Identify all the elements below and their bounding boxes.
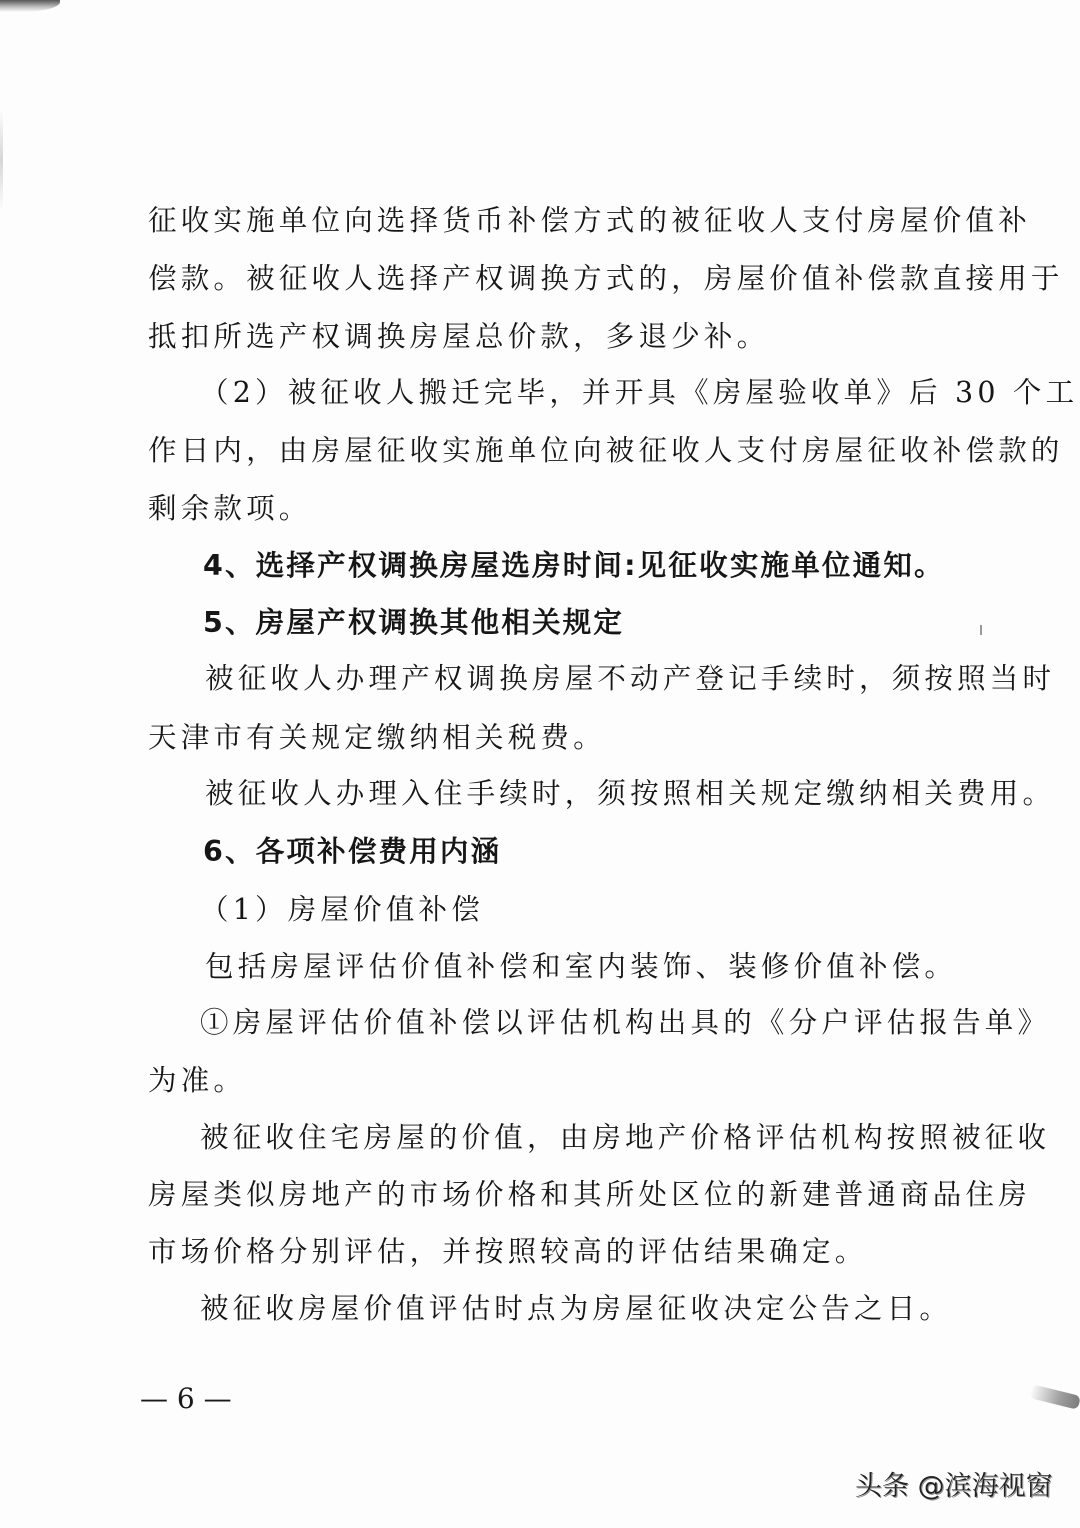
paragraph-line: 被征收住宅房屋的价值，由房地产价格评估机构按照被征收 [200, 1121, 1051, 1154]
source-watermark: 头条 @滨海视窗 [855, 1471, 1053, 1502]
subsection-heading: （1）房屋价值补偿 [200, 893, 484, 926]
section-heading-4: 4、选择产权调换房屋选房时间:见征收实施单位通知。 [203, 549, 945, 582]
paragraph-line: 被征收人办理入住手续时，须按照相关规定缴纳相关费用。 [205, 777, 1056, 810]
paragraph-line: 剩余款项。 [148, 492, 312, 525]
paragraph-line: 被征收房屋价值评估时点为房屋征收决定公告之日。 [200, 1292, 953, 1325]
paragraph-line: 房屋类似房地产的市场价格和其所处区位的新建普通商品住房 [148, 1178, 1031, 1211]
scan-edge [0, 110, 3, 210]
paragraph-line: 天津市有关规定缴纳相关税费。 [148, 721, 606, 754]
scan-corner-shadow [0, 0, 60, 12]
paragraph-line: 为准。 [148, 1064, 247, 1097]
section-heading-6: 6、各项补偿费用内涵 [203, 835, 502, 868]
scan-speck [980, 625, 982, 635]
paragraph-line: ①房屋评估价值补偿以评估机构出具的《分户评估报告单》 [200, 1006, 1051, 1039]
paragraph-line: （2）被征收人搬迁完毕，并开具《房屋验收单》后 30 个工 [200, 376, 1079, 409]
paragraph-line: 偿款。被征收人选择产权调换方式的，房屋价值补偿款直接用于 [148, 262, 1064, 295]
paragraph-line: 包括房屋评估价值补偿和室内装饰、装修价值补偿。 [205, 950, 958, 983]
paragraph-line: 市场价格分别评估，并按照较高的评估结果确定。 [148, 1235, 868, 1268]
scan-edge-mark [1029, 1384, 1080, 1410]
paragraph-line: 作日内，由房屋征收实施单位向被征收人支付房屋征收补偿款的 [148, 434, 1064, 467]
paragraph-line: 征收实施单位向选择货币补偿方式的被征收人支付房屋价值补 [148, 204, 1031, 237]
page-number: — 6 — [140, 1382, 232, 1415]
paragraph-line: 抵扣所选产权调换房屋总价款，多退少补。 [148, 320, 770, 353]
section-heading-5: 5、房屋产权调换其他相关规定 [203, 606, 625, 639]
paragraph-line: 被征收人办理产权调换房屋不动产登记手续时，须按照当时 [205, 662, 1056, 695]
